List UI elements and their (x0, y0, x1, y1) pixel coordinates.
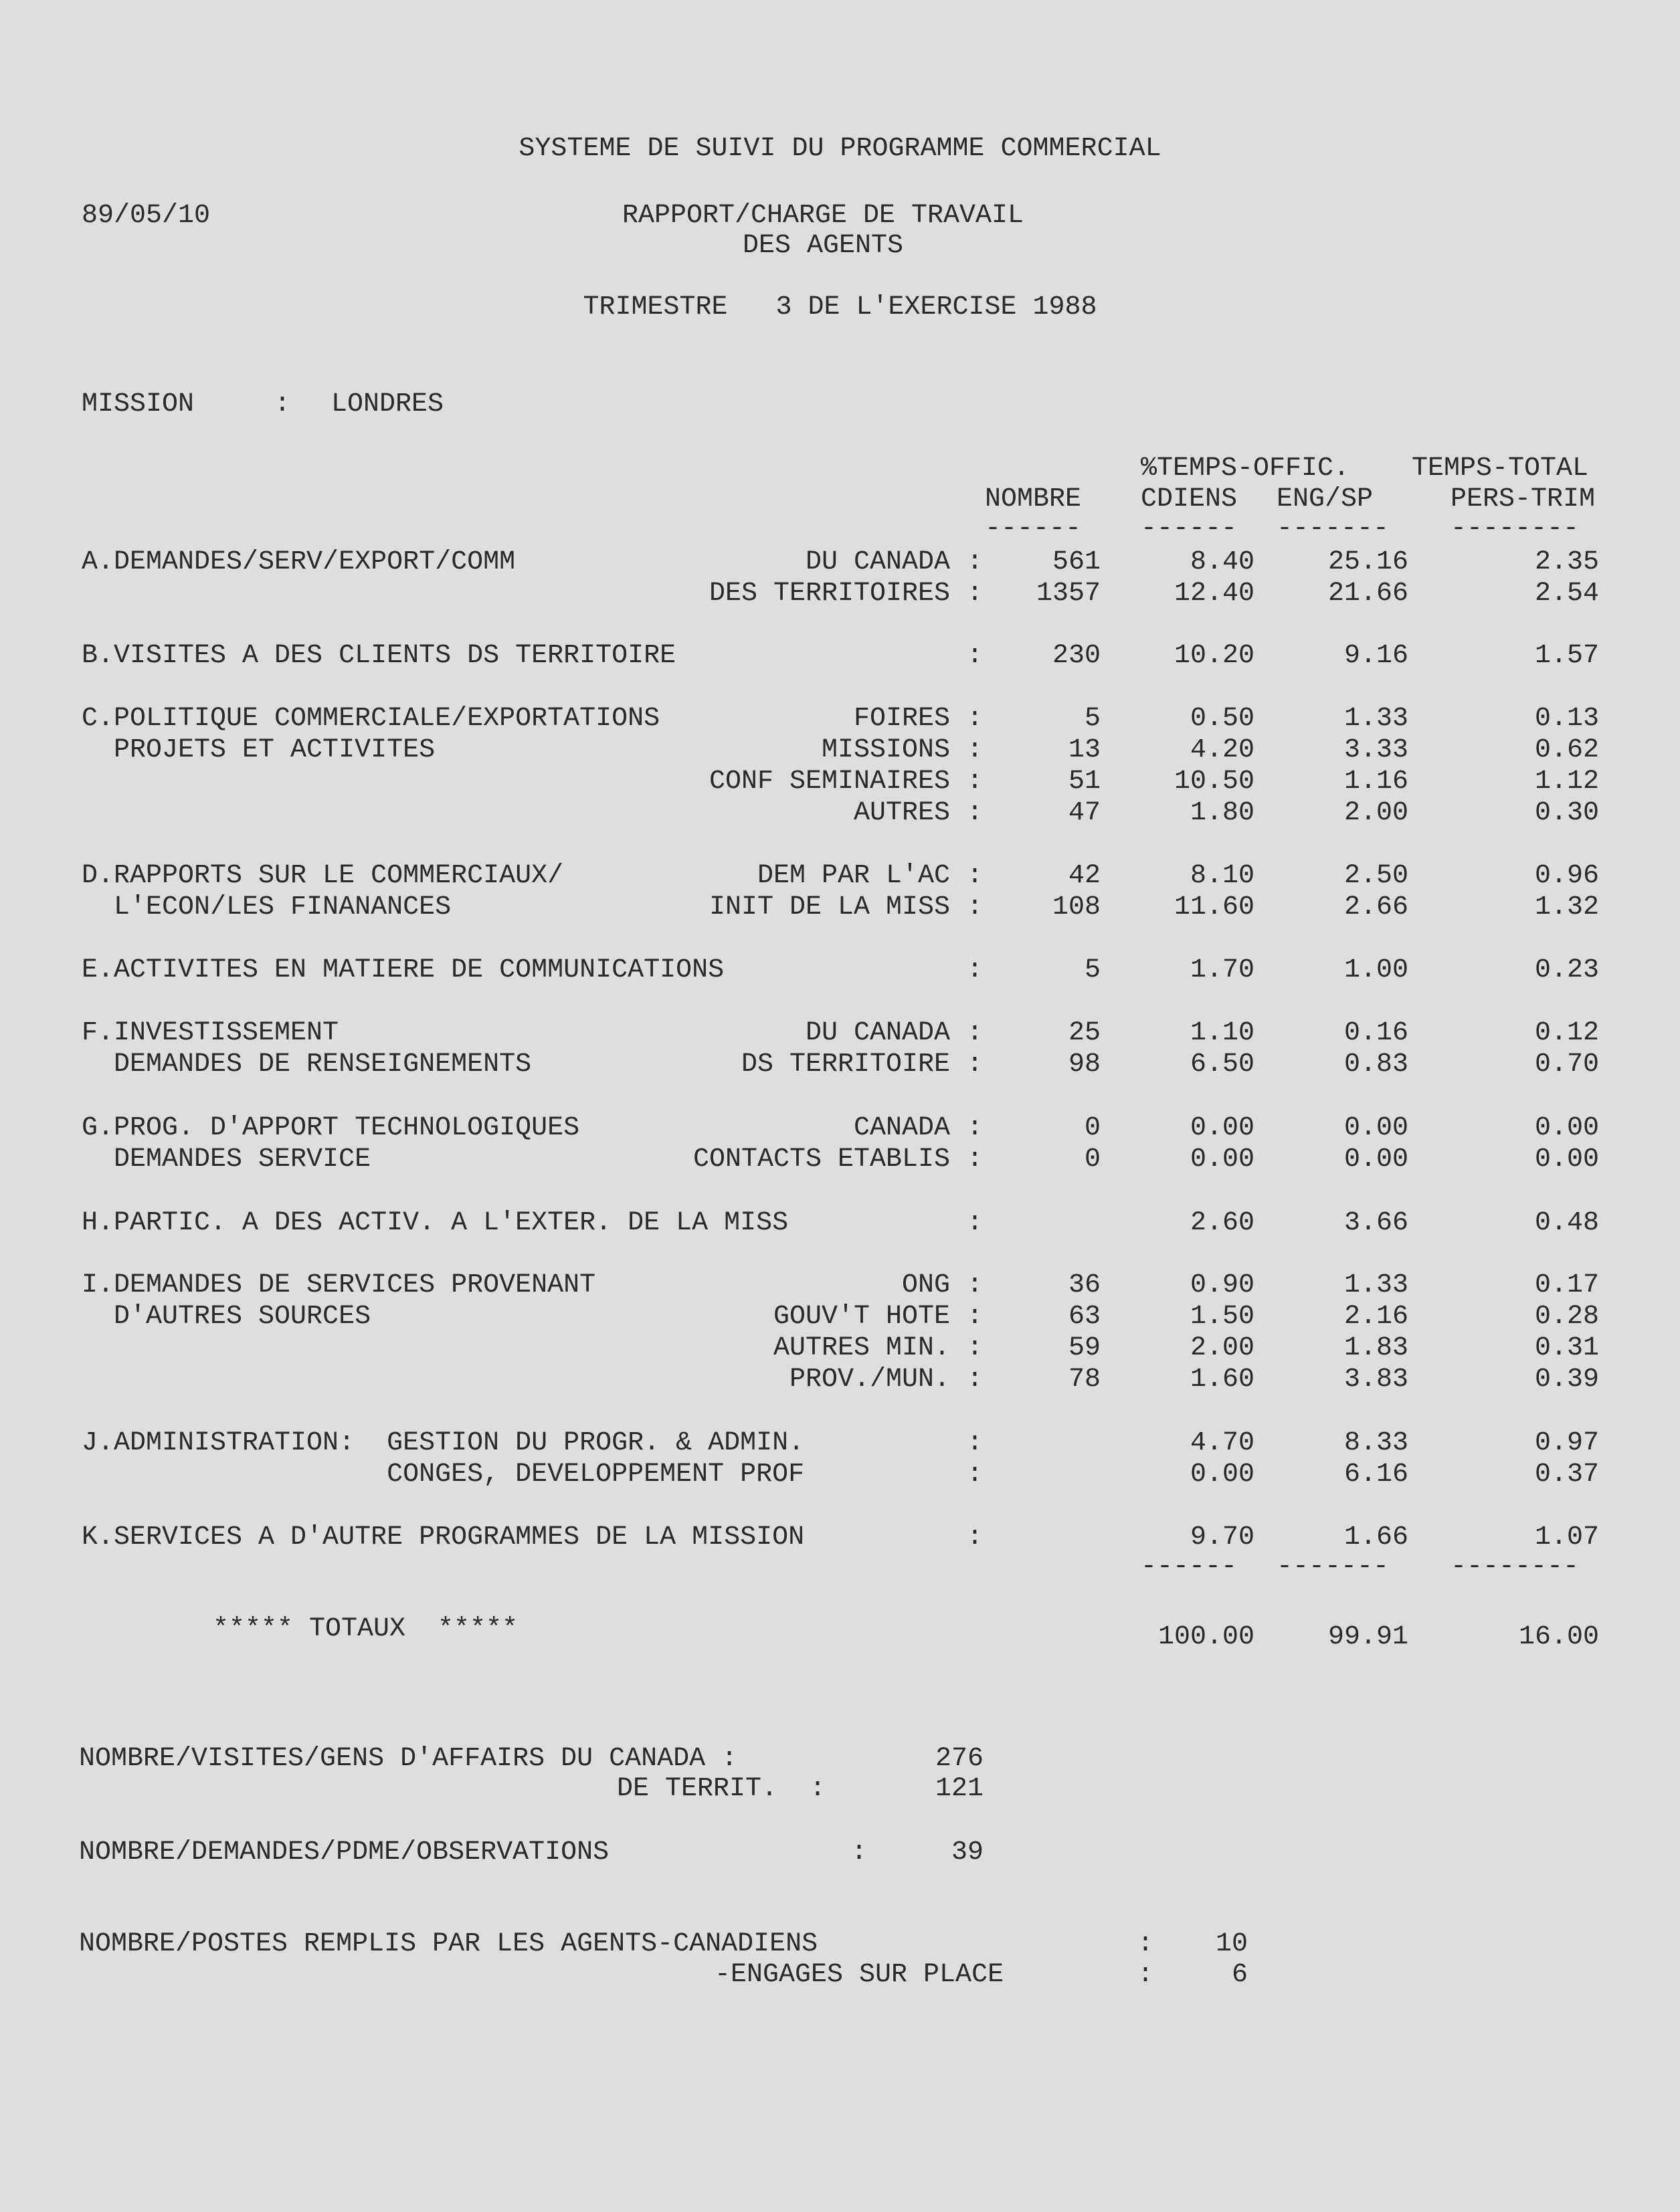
column-header-engsp: ENG/SP (1277, 484, 1374, 514)
row-cdiens: 1.10 (1190, 1018, 1254, 1048)
row-separator: : (967, 1522, 984, 1552)
row-cdiens: 0.50 (1190, 704, 1254, 734)
row-nombre: 5 (1084, 955, 1101, 985)
row-label: J.ADMINISTRATION: GESTION DU PROGR. & ADMIN. (82, 1428, 805, 1458)
column-rule-nombre: ------ (985, 514, 1082, 544)
row-cdiens: 12.40 (1174, 579, 1254, 609)
mission-separator: : (274, 389, 291, 419)
row-nombre: 0 (1084, 1113, 1101, 1143)
row-separator: : (967, 1302, 984, 1332)
row-pers-trim: 0.12 (1534, 1018, 1599, 1048)
row-pers-trim: 0.96 (1534, 861, 1599, 891)
row-engsp: 1.66 (1343, 1522, 1408, 1552)
row-separator: : (967, 1365, 984, 1395)
report-date: 89/05/10 (82, 201, 211, 231)
totals-engsp: 99.91 (1327, 1622, 1408, 1652)
engages-label: -ENGAGES SUR PLACE (715, 1960, 1004, 1990)
totals-rule-engsp: ------- (1277, 1552, 1390, 1582)
row-nombre: 42 (1068, 861, 1101, 891)
row-engsp: 9.16 (1343, 641, 1408, 671)
row-separator: : (967, 1049, 984, 1080)
visites-territ-value: 121 (935, 1774, 984, 1804)
row-cdiens: 0.00 (1190, 1460, 1254, 1490)
postes-separator: : (1137, 1929, 1154, 1959)
totals-rule-pers-trim: -------- (1451, 1552, 1580, 1582)
report-period: TRIMESTRE 3 DE L'EXERCISE 1988 (583, 292, 1097, 322)
report-subtitle: DES AGENTS (742, 231, 904, 261)
totals-rule-cdiens: ------ (1141, 1552, 1238, 1582)
row-label: CONGES, DEVELOPPEMENT PROF (82, 1460, 805, 1490)
row-label: DEMANDES DE RENSEIGNEMENTS (82, 1049, 532, 1080)
row-cdiens: 0.00 (1190, 1113, 1254, 1143)
postes-label: NOMBRE/POSTES REMPLIS PAR LES AGENTS-CANADIENS (79, 1929, 818, 1959)
row-nombre: 561 (1052, 547, 1101, 577)
row-label: DEMANDES SERVICE (82, 1144, 371, 1175)
postes-engages-value: 6 (1231, 1960, 1248, 1990)
row-engsp: 1.16 (1343, 767, 1408, 797)
territ-label: DE TERRIT. : (617, 1774, 826, 1804)
postes-separator-2: : (1137, 1960, 1154, 1990)
row-nombre: 63 (1068, 1302, 1101, 1332)
row-separator: : (967, 892, 984, 922)
row-pers-trim: 0.97 (1534, 1428, 1599, 1458)
row-pers-trim: 1.57 (1534, 641, 1599, 671)
row-engsp: 25.16 (1327, 547, 1408, 577)
row-engsp: 1.33 (1343, 1270, 1408, 1300)
row-engsp: 8.33 (1343, 1428, 1408, 1458)
row-pers-trim: 0.30 (1534, 798, 1599, 828)
column-header-temps-offic: %TEMPS-OFFIC. (1141, 454, 1350, 484)
row-nombre: 13 (1068, 735, 1101, 765)
row-nombre: 108 (1052, 892, 1101, 922)
row-sublabel: CONTACTS ETABLIS (692, 1144, 950, 1175)
row-engsp: 1.00 (1343, 955, 1408, 985)
row-sublabel: FOIRES (853, 704, 950, 734)
row-cdiens: 9.70 (1190, 1522, 1254, 1552)
column-rule-engsp: ------- (1277, 514, 1390, 544)
row-engsp: 2.66 (1343, 892, 1408, 922)
row-separator: : (967, 1333, 984, 1363)
row-sublabel: DES TERRITOIRES (709, 579, 950, 609)
row-separator: : (967, 735, 984, 765)
row-pers-trim: 2.35 (1534, 547, 1599, 577)
row-sublabel: PROV./MUN. (789, 1365, 950, 1395)
row-cdiens: 8.40 (1190, 547, 1254, 577)
row-pers-trim: 0.28 (1534, 1302, 1599, 1332)
row-label: I.DEMANDES DE SERVICES PROVENANT (82, 1270, 596, 1300)
row-sublabel: AUTRES MIN. (773, 1333, 950, 1363)
row-nombre: 78 (1068, 1365, 1101, 1395)
row-separator: : (967, 641, 984, 671)
row-engsp: 1.33 (1343, 704, 1408, 734)
totals-label: ***** TOTAUX ***** (213, 1614, 519, 1644)
row-label: E.ACTIVITES EN MATIERE DE COMMUNICATIONS (82, 955, 725, 985)
row-cdiens: 4.70 (1190, 1428, 1254, 1458)
row-label: A.DEMANDES/SERV/EXPORT/COMM (82, 547, 516, 577)
row-label: K.SERVICES A D'AUTRE PROGRAMMES DE LA MISSION (82, 1522, 805, 1552)
row-pers-trim: 0.00 (1534, 1113, 1599, 1143)
row-pers-trim: 0.48 (1534, 1208, 1599, 1238)
row-engsp: 3.83 (1343, 1365, 1408, 1395)
row-separator: : (967, 1460, 984, 1490)
row-sublabel: CONF SEMINAIRES (709, 767, 950, 797)
row-pers-trim: 0.13 (1534, 704, 1599, 734)
row-engsp: 2.16 (1343, 1302, 1408, 1332)
column-header-cdiens: CDIENS (1141, 484, 1238, 514)
row-separator: : (967, 955, 984, 985)
system-title: SYSTEME DE SUIVI DU PROGRAMME COMMERCIAL (519, 134, 1161, 164)
row-engsp: 2.00 (1343, 798, 1408, 828)
row-engsp: 0.00 (1343, 1144, 1408, 1175)
row-nombre: 5 (1084, 704, 1101, 734)
column-header-temps-total: TEMPS-TOTAL (1412, 454, 1589, 484)
row-pers-trim: 0.31 (1534, 1333, 1599, 1363)
row-separator: : (967, 704, 984, 734)
row-cdiens: 1.70 (1190, 955, 1254, 985)
row-sublabel: DEM PAR L'AC (757, 861, 950, 891)
row-pers-trim: 0.70 (1534, 1049, 1599, 1080)
row-engsp: 6.16 (1343, 1460, 1408, 1490)
row-label: F.INVESTISSEMENT (82, 1018, 339, 1048)
row-pers-trim: 1.12 (1534, 767, 1599, 797)
row-engsp: 0.16 (1343, 1018, 1408, 1048)
row-pers-trim: 1.32 (1534, 892, 1599, 922)
row-sublabel: DS TERRITOIRE (741, 1049, 950, 1080)
row-sublabel: CANADA (853, 1113, 950, 1143)
row-cdiens: 1.50 (1190, 1302, 1254, 1332)
row-cdiens: 4.20 (1190, 735, 1254, 765)
row-label: B.VISITES A DES CLIENTS DS TERRITOIRE (82, 641, 676, 671)
row-separator: : (967, 547, 984, 577)
row-label: PROJETS ET ACTIVITES (82, 735, 436, 765)
column-rule-pers-trim: -------- (1451, 514, 1580, 544)
row-pers-trim: 0.39 (1534, 1365, 1599, 1395)
row-cdiens: 1.60 (1190, 1365, 1254, 1395)
row-pers-trim: 0.37 (1534, 1460, 1599, 1490)
row-pers-trim: 1.07 (1534, 1522, 1599, 1552)
row-engsp: 2.50 (1343, 861, 1408, 891)
row-sublabel: ONG (901, 1270, 950, 1300)
row-cdiens: 1.80 (1190, 798, 1254, 828)
row-engsp: 3.66 (1343, 1208, 1408, 1238)
row-engsp: 21.66 (1327, 579, 1408, 609)
row-separator: : (967, 1113, 984, 1143)
row-nombre: 25 (1068, 1018, 1101, 1048)
row-nombre: 36 (1068, 1270, 1101, 1300)
mission-value: LONDRES (331, 389, 444, 419)
row-pers-trim: 0.23 (1534, 955, 1599, 985)
row-sublabel: AUTRES (853, 798, 950, 828)
row-separator: : (967, 1428, 984, 1458)
row-nombre: 47 (1068, 798, 1101, 828)
row-nombre: 0 (1084, 1144, 1101, 1175)
row-label: H.PARTIC. A DES ACTIV. A L'EXTER. DE LA MISS (82, 1208, 789, 1238)
row-label: L'ECON/LES FINANANCES (82, 892, 452, 922)
report-title: RAPPORT/CHARGE DE TRAVAIL (622, 201, 1024, 231)
row-sublabel: MISSIONS (821, 735, 950, 765)
row-label: D.RAPPORTS SUR LE COMMERCIAUX/ (82, 861, 564, 891)
row-separator: : (967, 1270, 984, 1300)
row-cdiens: 0.90 (1190, 1270, 1254, 1300)
row-separator: : (967, 798, 984, 828)
row-label: D'AUTRES SOURCES (82, 1302, 371, 1332)
row-pers-trim: 2.54 (1534, 579, 1599, 609)
row-pers-trim: 0.00 (1534, 1144, 1599, 1175)
row-engsp: 0.00 (1343, 1113, 1408, 1143)
row-cdiens: 2.00 (1190, 1333, 1254, 1363)
row-cdiens: 10.20 (1174, 641, 1254, 671)
row-cdiens: 6.50 (1190, 1049, 1254, 1080)
row-cdiens: 2.60 (1190, 1208, 1254, 1238)
row-sublabel: DU CANADA (805, 1018, 950, 1048)
row-separator: : (967, 579, 984, 609)
pdme-label: NOMBRE/DEMANDES/PDME/OBSERVATIONS (79, 1837, 610, 1868)
row-separator: : (967, 861, 984, 891)
row-cdiens: 11.60 (1174, 892, 1254, 922)
pdme-separator: : (851, 1837, 868, 1868)
row-pers-trim: 0.62 (1534, 735, 1599, 765)
row-separator: : (967, 767, 984, 797)
row-cdiens: 10.50 (1174, 767, 1254, 797)
row-cdiens: 8.10 (1190, 861, 1254, 891)
row-label: C.POLITIQUE COMMERCIALE/EXPORTATIONS (82, 704, 660, 734)
row-separator: : (967, 1208, 984, 1238)
postes-canadiens-value: 10 (1215, 1929, 1248, 1959)
totals-pers-trim: 16.00 (1518, 1622, 1599, 1652)
visites-label: NOMBRE/VISITES/GENS D'AFFAIRS DU CANADA : (79, 1744, 738, 1774)
column-header-nombre: NOMBRE (985, 484, 1082, 514)
row-sublabel: DU CANADA (805, 547, 950, 577)
row-nombre: 230 (1052, 641, 1101, 671)
row-nombre: 1357 (1036, 579, 1101, 609)
visites-canada-value: 276 (935, 1744, 984, 1774)
row-engsp: 0.83 (1343, 1049, 1408, 1080)
row-separator: : (967, 1018, 984, 1048)
row-pers-trim: 0.17 (1534, 1270, 1599, 1300)
row-engsp: 3.33 (1343, 735, 1408, 765)
row-cdiens: 0.00 (1190, 1144, 1254, 1175)
row-label: G.PROG. D'APPORT TECHNOLOGIQUES (82, 1113, 580, 1143)
column-rule-cdiens: ------ (1141, 514, 1238, 544)
pdme-value: 39 (951, 1837, 984, 1868)
row-nombre: 51 (1068, 767, 1101, 797)
mission-label: MISSION (82, 389, 195, 419)
row-sublabel: INIT DE LA MISS (709, 892, 950, 922)
totals-cdiens: 100.00 (1157, 1622, 1254, 1652)
row-engsp: 1.83 (1343, 1333, 1408, 1363)
row-separator: : (967, 1144, 984, 1175)
column-header-pers-trim: PERS-TRIM (1451, 484, 1596, 514)
row-nombre: 98 (1068, 1049, 1101, 1080)
row-nombre: 59 (1068, 1333, 1101, 1363)
row-sublabel: GOUV'T HOTE (773, 1302, 950, 1332)
